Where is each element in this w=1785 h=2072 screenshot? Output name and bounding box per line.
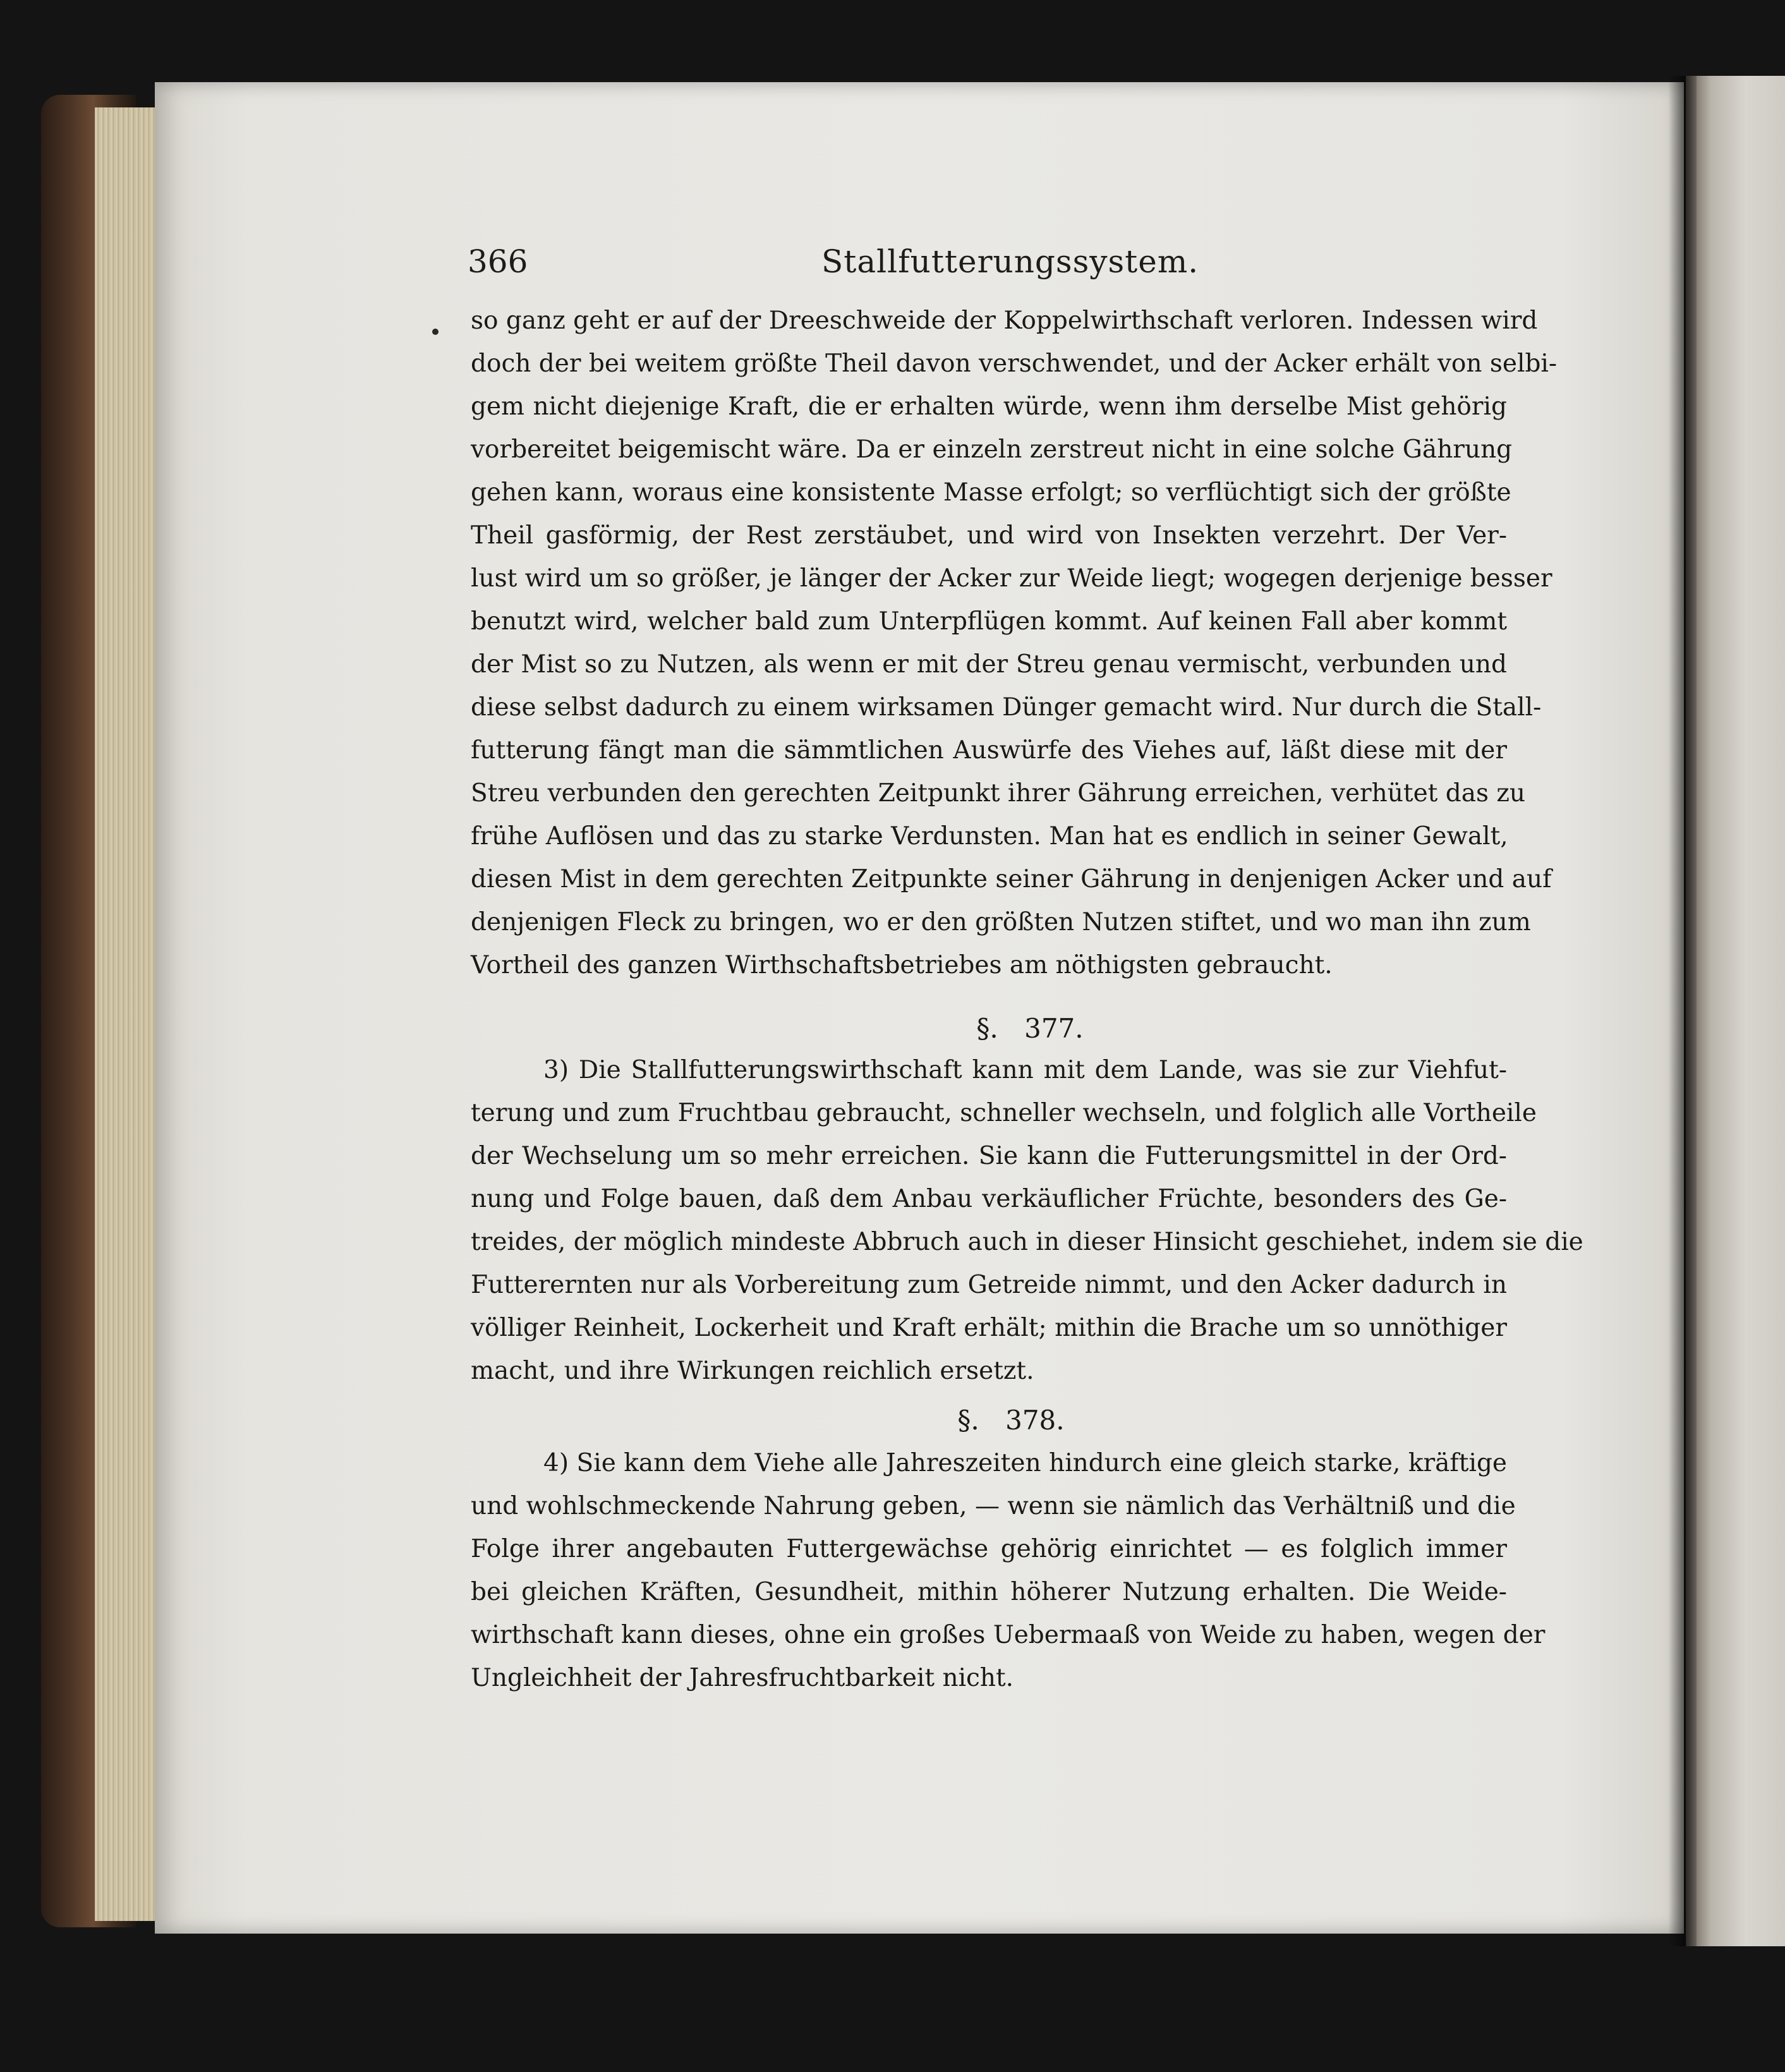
text-line: 3) Die Stallfutterungswirthschaft kann mit dem Lande, was sie zur Viehfut- bbox=[543, 1056, 1507, 1084]
text-line: gem nicht diejenige Kraft, die er erhalten würde, wenn ihm derselbe Mist gehörig bbox=[471, 392, 1507, 421]
page-header bbox=[468, 243, 1510, 288]
text-line: futterung fängt man die sämmtlichen Auswürfe des Viehes auf, läßt diese mit der bbox=[471, 736, 1507, 765]
text-line: lust wird um so größer, je länger der Acker zur Weide liegt; wogegen derjenige besser bbox=[471, 564, 1552, 593]
text-line: völliger Reinheit, Lockerheit und Kraft erhält; mithin die Brache um so unnöthiger bbox=[471, 1314, 1507, 1342]
text-line: Futterernten nur als Vorbereitung zum Getreide nimmt, und den Acker dadurch in bbox=[471, 1271, 1507, 1299]
text-line: der Mist so zu Nutzen, als wenn er mit der Streu genau vermischt, verbunden und bbox=[471, 650, 1507, 679]
text-line: 4) Sie kann dem Viehe alle Jahreszeiten hindurch eine gleich starke, kräftige bbox=[543, 1449, 1507, 1477]
running-title: Stallfutterungssystem. bbox=[821, 243, 1199, 280]
text-line: macht, und ihre Wirkungen reichlich ersetzt. bbox=[471, 1357, 1034, 1385]
text-line: benutzt wird, welcher bald zum Unterpflügen kommt. Auf keinen Fall aber kommt bbox=[471, 607, 1507, 636]
text-line: Theil gasförmig, der Rest zerstäubet, und wird von Insekten verzehrt. Der Ver- bbox=[471, 521, 1507, 550]
text-line: so ganz geht er auf der Dreeschweide der Koppelwirthschaft verloren. Indessen wird bbox=[471, 306, 1538, 335]
text-line: doch der bei weitem größte Theil davon verschwendet, und der Acker erhält von selbi- bbox=[471, 349, 1558, 378]
text-line: denjenigen Fleck zu bringen, wo er den größten Nutzen stiftet, und wo man ihn zum bbox=[471, 908, 1531, 936]
text-line: vorbereitet beigemischt wäre. Da er einzeln zerstreut nicht in eine solche Gährung bbox=[471, 435, 1513, 464]
gutter-shadow bbox=[1668, 76, 1697, 1946]
facing-page-edge bbox=[1686, 76, 1785, 1946]
text-line: diese selbst dadurch zu einem wirksamen Dünger gemacht wird. Nur durch die Stall- bbox=[471, 693, 1542, 722]
text-line: gehen kann, woraus eine konsistente Masse erfolgt; so verflüchtigt sich der größte bbox=[471, 478, 1511, 507]
text-line: Streu verbunden den gerechten Zeitpunkt ihrer Gährung erreichen, verhütet das zu bbox=[471, 779, 1526, 808]
text-line: bei gleichen Kräften, Gesundheit, mithin höherer Nutzung erhalten. Die Weide- bbox=[471, 1578, 1507, 1606]
text-line: und wohlschmeckende Nahrung geben, — wenn sie nämlich das Verhältniß und die bbox=[471, 1492, 1516, 1520]
section-heading-378: §. 378. bbox=[957, 1405, 1065, 1436]
text-line: wirthschaft kann dieses, ohne ein großes Uebermaaß von Weide zu haben, wegen der bbox=[471, 1621, 1546, 1649]
text-line: terung und zum Fruchtbau gebraucht, schneller wechseln, und folglich alle Vortheile bbox=[471, 1099, 1537, 1127]
page-number: 366 bbox=[468, 243, 528, 280]
section-heading-377: §. 377. bbox=[976, 1013, 1084, 1044]
text-line: frühe Auflösen und das zu starke Verdunsten. Man hat es endlich in seiner Gewalt, bbox=[471, 822, 1508, 851]
text-line: Folge ihrer angebauten Futtergewächse gehörig einrichtet — es folglich immer bbox=[471, 1535, 1507, 1563]
ink-spot bbox=[432, 329, 439, 335]
text-line: treides, der möglich mindeste Abbruch auch in dieser Hinsicht geschiehet, indem sie die bbox=[471, 1228, 1583, 1256]
text-line: Ungleichheit der Jahresfruchtbarkeit nicht. bbox=[471, 1664, 1014, 1692]
text-line: nung und Folge bauen, daß dem Anbau verkäuflicher Früchte, besonders des Ge- bbox=[471, 1185, 1507, 1213]
text-line: Vortheil des ganzen Wirthschaftsbetriebes am nöthigsten gebraucht. bbox=[471, 951, 1333, 979]
text-line: der Wechselung um so mehr erreichen. Sie kann die Futterungsmittel in der Ord- bbox=[471, 1142, 1507, 1170]
text-line: diesen Mist in dem gerechten Zeitpunkte seiner Gährung in denjenigen Acker und auf bbox=[471, 865, 1552, 894]
